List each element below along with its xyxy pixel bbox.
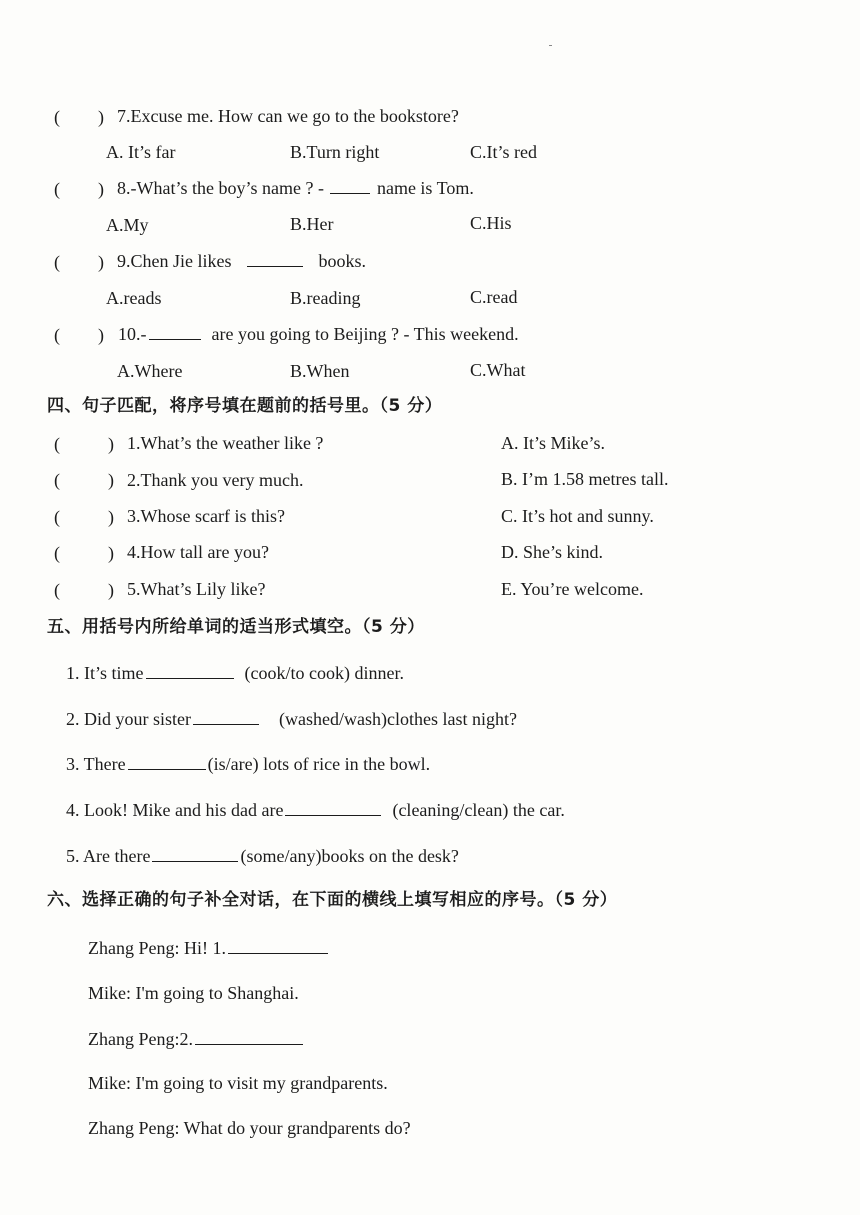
answer-paren-right: )	[108, 580, 114, 600]
matching-question: 1.What’s the weather like ?	[127, 433, 324, 453]
answer-paren-right: )	[108, 470, 114, 490]
dialogue-line: Zhang Peng:2.	[88, 1028, 305, 1050]
dialogue-line: Mike: I'm going to Shanghai.	[88, 983, 299, 1003]
option-a: A.Where	[117, 361, 183, 381]
answer-paren-left: (	[54, 325, 60, 345]
answer-paren-left: (	[54, 107, 60, 127]
answer-blank	[128, 753, 206, 770]
question-text: 8.-What’s the boy’s name ? - name is Tom.	[117, 178, 474, 198]
answer-paren-left: (	[54, 434, 60, 454]
option-b: B.Her	[290, 214, 334, 234]
option-c: C.His	[470, 213, 512, 233]
option-b: B.When	[290, 361, 350, 381]
answer-paren-left: (	[54, 252, 60, 272]
question-text: 9.Chen Jie likes books.	[117, 251, 367, 271]
option-a: A. It’s far	[106, 142, 176, 162]
answer-blank	[330, 177, 370, 194]
matching-answer: C. It’s hot and sunny.	[501, 506, 654, 526]
answer-paren-left: (	[54, 543, 60, 563]
fill-item-2: 2. Did your sister (washed/wash)clothes last night?	[66, 709, 517, 729]
answer-blank	[152, 845, 238, 862]
fill-item-1: 1. It’s time (cook/to cook) dinner.	[66, 663, 404, 683]
answer-blank	[146, 662, 234, 679]
matching-question: 3.Whose scarf is this?	[127, 506, 285, 526]
answer-paren-right: )	[108, 434, 114, 454]
answer-paren-left: (	[54, 179, 60, 199]
answer-paren-right: )	[98, 179, 104, 199]
matching-answer: B. I’m 1.58 metres tall.	[501, 469, 669, 489]
dialogue-line: Zhang Peng: What do your grandparents do?	[88, 1118, 411, 1138]
answer-paren-left: (	[54, 507, 60, 527]
matching-question: 5.What’s Lily like?	[127, 579, 266, 599]
option-c: C.What	[470, 360, 526, 380]
matching-answer: D. She’s kind.	[501, 542, 604, 562]
option-c: C.read	[470, 287, 518, 307]
option-b: B.reading	[290, 288, 361, 308]
answer-blank	[193, 708, 259, 725]
question-text: 7.Excuse me. How can we go to the bookstore?	[117, 106, 459, 126]
dialogue-line: Zhang Peng: Hi! 1.	[88, 937, 330, 959]
dialogue-line: Mike: I'm going to visit my grandparents.	[88, 1073, 388, 1093]
answer-paren-right: )	[108, 507, 114, 527]
option-b: B.Turn right	[290, 142, 380, 162]
matching-question: 2.Thank you very much.	[127, 470, 304, 490]
section-6-title: 六、选择正确的句子补全对话，在下面的横线上填写相应的序号。（5 分）	[47, 890, 618, 910]
answer-blank	[285, 799, 381, 816]
section-5-title: 五、用括号内所给单词的适当形式填空。（5 分）	[47, 617, 425, 637]
answer-paren-right: )	[98, 325, 104, 345]
answer-blank	[247, 250, 303, 267]
answer-paren-left: (	[54, 580, 60, 600]
fill-item-3: 3. There (is/are) lots of rice in the bowl.	[66, 754, 431, 774]
fill-item-5: 5. Are there (some/any)books on the desk?	[66, 846, 459, 866]
question-text: 10.- are you going to Beijing ? - This weekend.	[118, 324, 519, 344]
answer-blank	[149, 323, 201, 340]
fill-item-4: 4. Look! Mike and his dad are (cleaning/clean) the car.	[66, 800, 565, 820]
answer-blank	[228, 937, 328, 954]
option-c: C.It’s red	[470, 142, 537, 162]
answer-blank	[195, 1028, 303, 1045]
section-4-title: 四、句子匹配，将序号填在题前的括号里。（5 分）	[47, 396, 443, 416]
matching-question: 4.How tall are you?	[127, 542, 269, 562]
matching-answer: A. It’s Mike’s.	[501, 433, 606, 453]
option-a: A.My	[106, 215, 149, 235]
answer-paren-left: (	[54, 470, 60, 490]
matching-answer: E. You’re welcome.	[501, 579, 644, 599]
answer-paren-right: )	[98, 107, 104, 127]
answer-paren-right: )	[108, 543, 114, 563]
option-a: A.reads	[106, 288, 162, 308]
answer-paren-right: )	[98, 252, 104, 272]
